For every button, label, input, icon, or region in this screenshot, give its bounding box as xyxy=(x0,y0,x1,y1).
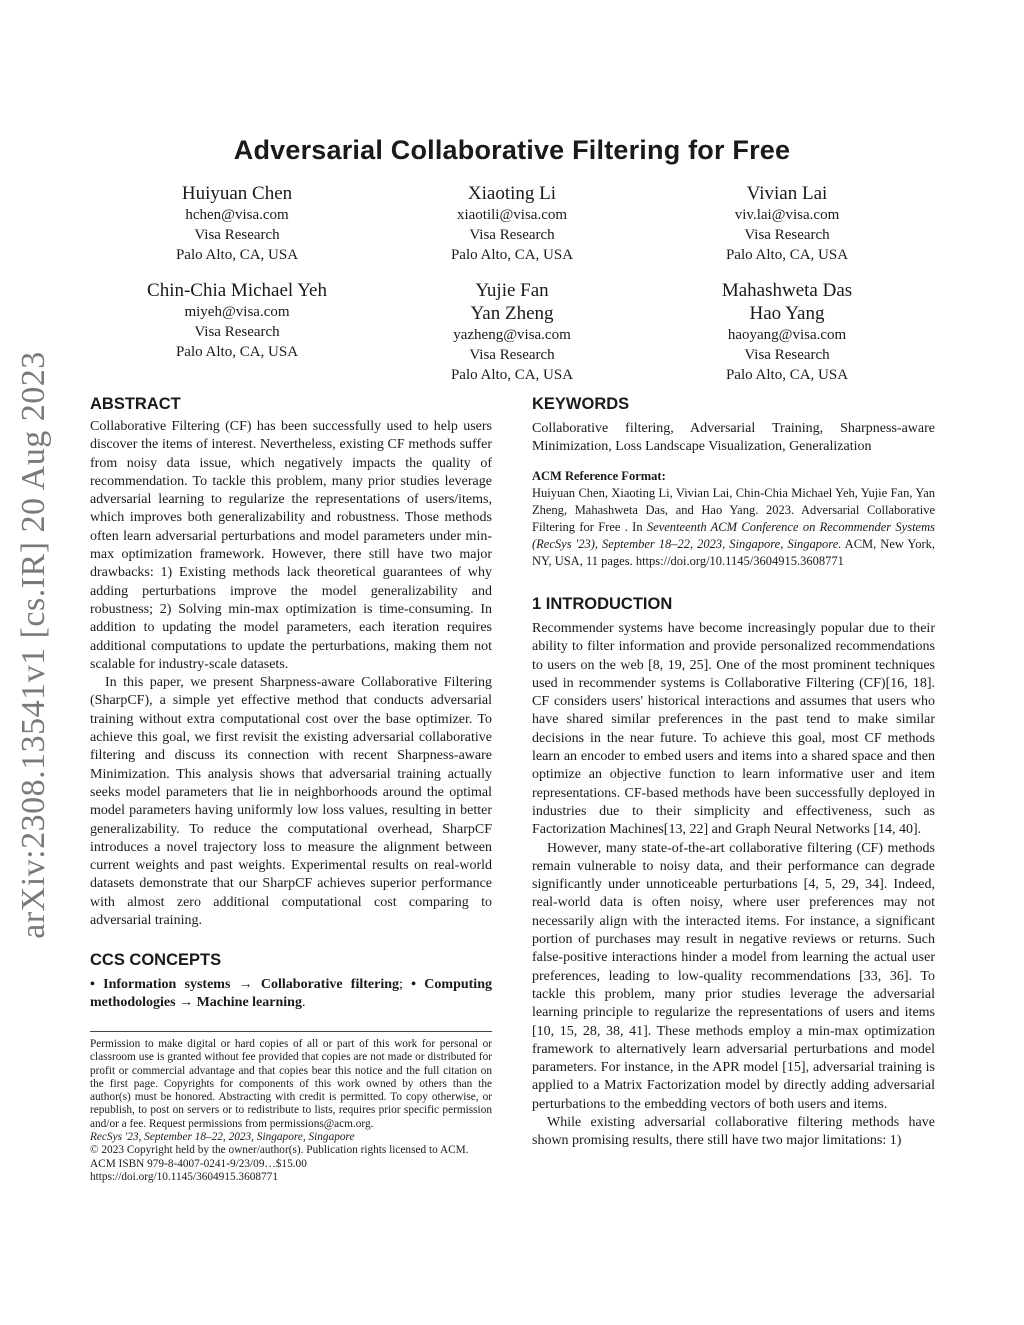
isbn-line: ACM ISBN 979-8-4007-0241-9/23/09…$15.00 xyxy=(90,1157,307,1170)
author-location: Palo Alto, CA, USA xyxy=(175,344,299,360)
author-name: Chin-Chia Michael Yeh xyxy=(147,280,327,301)
copyright-line: © 2023 Copyright held by the owner/author(s). Publication rights licensed to ACM. xyxy=(90,1144,469,1157)
abstract-heading: ABSTRACT xyxy=(90,395,181,413)
author-name: Mahashweta Das xyxy=(721,280,853,301)
author-affiliation: Visa Research xyxy=(744,347,830,363)
footnote-divider xyxy=(90,1031,492,1032)
author-email: miyeh@visa.com xyxy=(184,304,290,320)
author-email: viv.lai@visa.com xyxy=(734,207,840,223)
keywords-heading: KEYWORDS xyxy=(532,395,630,413)
author-name-second: Yan Zheng xyxy=(470,303,554,324)
ccs-category: • Computing methodologies xyxy=(90,977,492,1011)
ccs-end: . xyxy=(301,995,306,1011)
author-block xyxy=(362,182,662,265)
ccs-arrow: → xyxy=(238,977,253,992)
author-block xyxy=(362,279,662,385)
acm-reference-part: ACM, New York, NY, USA, 11 pages. https://doi.org/10.1145/3604915.3608771 xyxy=(532,537,935,568)
author-block xyxy=(87,182,387,265)
abstract-paragraph: Collaborative Filtering (CF) has been successfully used to help users discover the items of interest. Nevertheless, existing CF methods suffer from noisy data issue, which negatively impacts the quality of recommendation. To tackle this problem, many prior studies leverage adversarial learning to regularize the representations of users/items, which improves both generalizability and robustness. Those methods often learn adversarial perturbations and model parameters under min-max optimization framework. However, there still have two major drawbacks: 1) Existing methods lack theoretical guarantees of why adding perturbations improve the model generalizability and robustness; 2) Solving min-max optimization is time-consuming. In addition to updating the model parameters, each iteration requires additional computations to update the perturbations, making them not scalable for industry-scale datasets. xyxy=(90,419,492,672)
author-name: Xiaoting Li xyxy=(467,183,557,204)
author-name: Yujie Fan xyxy=(475,280,549,301)
intro-paragraph: While existing adversarial collaborative filtering methods have shown promising results, there still have two major limitations: 1) xyxy=(532,1115,935,1149)
permission-text: Permission to make digital or hard copies of all or part of this work for personal or classroom use is granted without fee provided that copies are not made or distributed for profit or commercial advantage and that copies bear this notice and the full citation on the first page. Copyrights for components of this work owned by others than the author(s) must be honored. Abstracting with credit is permitted. To copy otherwise, or republish, to post on servers or to redistribute to lists, requires prior specific permission and/or a fee. Request permissions from permissions@acm.org. xyxy=(90,1038,492,1130)
keywords-text: Collaborative filtering, Adversarial Training, Sharpness-aware Minimization, Loss Landscape Visualization, Generalization xyxy=(532,421,935,455)
author-location: Palo Alto, CA, USA xyxy=(450,367,574,383)
author-email: hchen@visa.com xyxy=(185,207,289,223)
acm-reference-venue: Seventeenth ACM Conference on Recommender Systems (RecSys '23), September 18–22, 2023, Singapore, Singapore. xyxy=(532,520,935,551)
venue-line: RecSys '23, September 18–22, 2023, Singapore, Singapore xyxy=(90,1131,355,1144)
author-name-second: Hao Yang xyxy=(749,303,825,324)
author-affiliation: Visa Research xyxy=(744,227,830,243)
permission-block xyxy=(90,1038,492,1184)
ccs-term: Collaborative filtering xyxy=(260,977,400,992)
arxiv-identifier: arXiv:2308.13541v1 [cs.IR] 20 Aug 2023 xyxy=(15,351,52,939)
author-email: xiaotili@visa.com xyxy=(456,207,568,223)
author-location: Palo Alto, CA, USA xyxy=(175,247,299,263)
intro-paragraph: However, many state-of-the-art collaborative filtering (CF) methods remain vulnerable to noisy data, and their performance can degrade significantly under unnoticeable perturbations [4, 5, 29, 34]. Indeed, real-world data is often noisy, where user preferences may not necessarily align with the interacted items. For instance, a significant portion of purchases may result in negative reviews or returns. Such false-positive interactions hinder a model from learning the actual user preferences, leading to low-quality recommendations [33, 36]. To tackle this problem, many prior studies leverage the adversarial learning principle to regularize the representations of users and items [10, 15, 28, 38, 41]. These methods employ a min-max optimization framework to alternatively learn adversarial perturbations and model parameters. For instance, in the APR model [15], adversarial training is applied to a Matrix Factorization model by directly adding adversarial perturbations to the embedding vectors of both users and items. xyxy=(532,840,935,1112)
author-block xyxy=(637,279,937,385)
introduction-body xyxy=(532,620,935,1151)
doi-line: https://doi.org/10.1145/3604915.3608771 xyxy=(90,1170,278,1183)
author-email: yazheng@visa.com xyxy=(453,327,571,343)
author-affiliation: Visa Research xyxy=(194,227,280,243)
acm-reference-part: Huiyuan Chen, Xiaoting Li, Vivian Lai, Chin-Chia Michael Yeh, Yujie Fan, Yan Zheng, Mahashweta Das, and Hao Yang. 2023. Adversarial Collaborative Filtering for Free . In xyxy=(532,486,935,534)
ccs-separator: ; xyxy=(399,977,412,992)
abstract-paragraph: In this paper, we present Sharpness-aware Collaborative Filtering (SharpCF), a simple yet effective method that conducts adversarial training without extra computational cost over the base optimizer. To achieve this goal, we first revisit the existing adversarial collaborative filtering and discuss its connection with recent Sharpness-aware Minimization. This analysis shows that adversarial training actually seeks model parameters that lie in neighborhoods around the optimal model parameters having uniformly low loss values, resulting in better generalizability. To reduce the computational overhead, SharpCF introduces a novel trajectory loss to measure the alignment between current weights and past weights. Experimental results on real-world datasets demonstrate that our SharpCF achieves superior performance with almost zero additional computational cost comparing to adversarial training. xyxy=(90,675,492,929)
author-location: Palo Alto, CA, USA xyxy=(725,367,849,383)
abstract-body xyxy=(90,418,492,930)
author-affiliation: Visa Research xyxy=(469,347,555,363)
ccs-category: • Information systems xyxy=(90,977,231,992)
acm-reference-heading: ACM Reference Format: xyxy=(532,469,666,483)
ccs-heading: CCS CONCEPTS xyxy=(90,951,222,969)
author-email: haoyang@visa.com xyxy=(727,327,847,343)
ccs-term: Machine learning xyxy=(196,995,302,1011)
intro-paragraph: Recommender systems have become increasingly popular due to their ability to filter information and provide personalized recommendations to users on the web [8, 19, 25]. One of the most prominent techniques used in recommender systems is Collaborative Filtering (CF)[16, 18]. CF considers users' historical interactions and assumes that users who have shared similar preferences in the past tend to make similar decisions in the near future. To achieve this goal, most CF methods learn an encoder to embed users and items into a shared space and then optimize an objective function to learn informative user and item representations. CF-based methods have been successfully deployed in industries due to their simplicity and effectiveness, such as Factorization Machines[13, 22] and Graph Neural Networks [14, 40]. xyxy=(532,621,935,838)
author-location: Palo Alto, CA, USA xyxy=(450,247,574,263)
author-block xyxy=(87,279,387,362)
introduction-heading: 1 INTRODUCTION xyxy=(532,595,673,613)
author-location: Palo Alto, CA, USA xyxy=(725,247,849,263)
author-block xyxy=(637,182,937,265)
author-affiliation: Visa Research xyxy=(469,227,555,243)
author-name: Vivian Lai xyxy=(746,183,828,204)
author-name: Huiyuan Chen xyxy=(181,183,293,204)
acm-reference-text xyxy=(532,485,935,570)
author-affiliation: Visa Research xyxy=(194,324,280,340)
ccs-concepts xyxy=(90,976,492,1013)
ccs-arrow: → xyxy=(179,995,194,1011)
paper-title: Adversarial Collaborative Filtering for Free xyxy=(233,135,791,165)
